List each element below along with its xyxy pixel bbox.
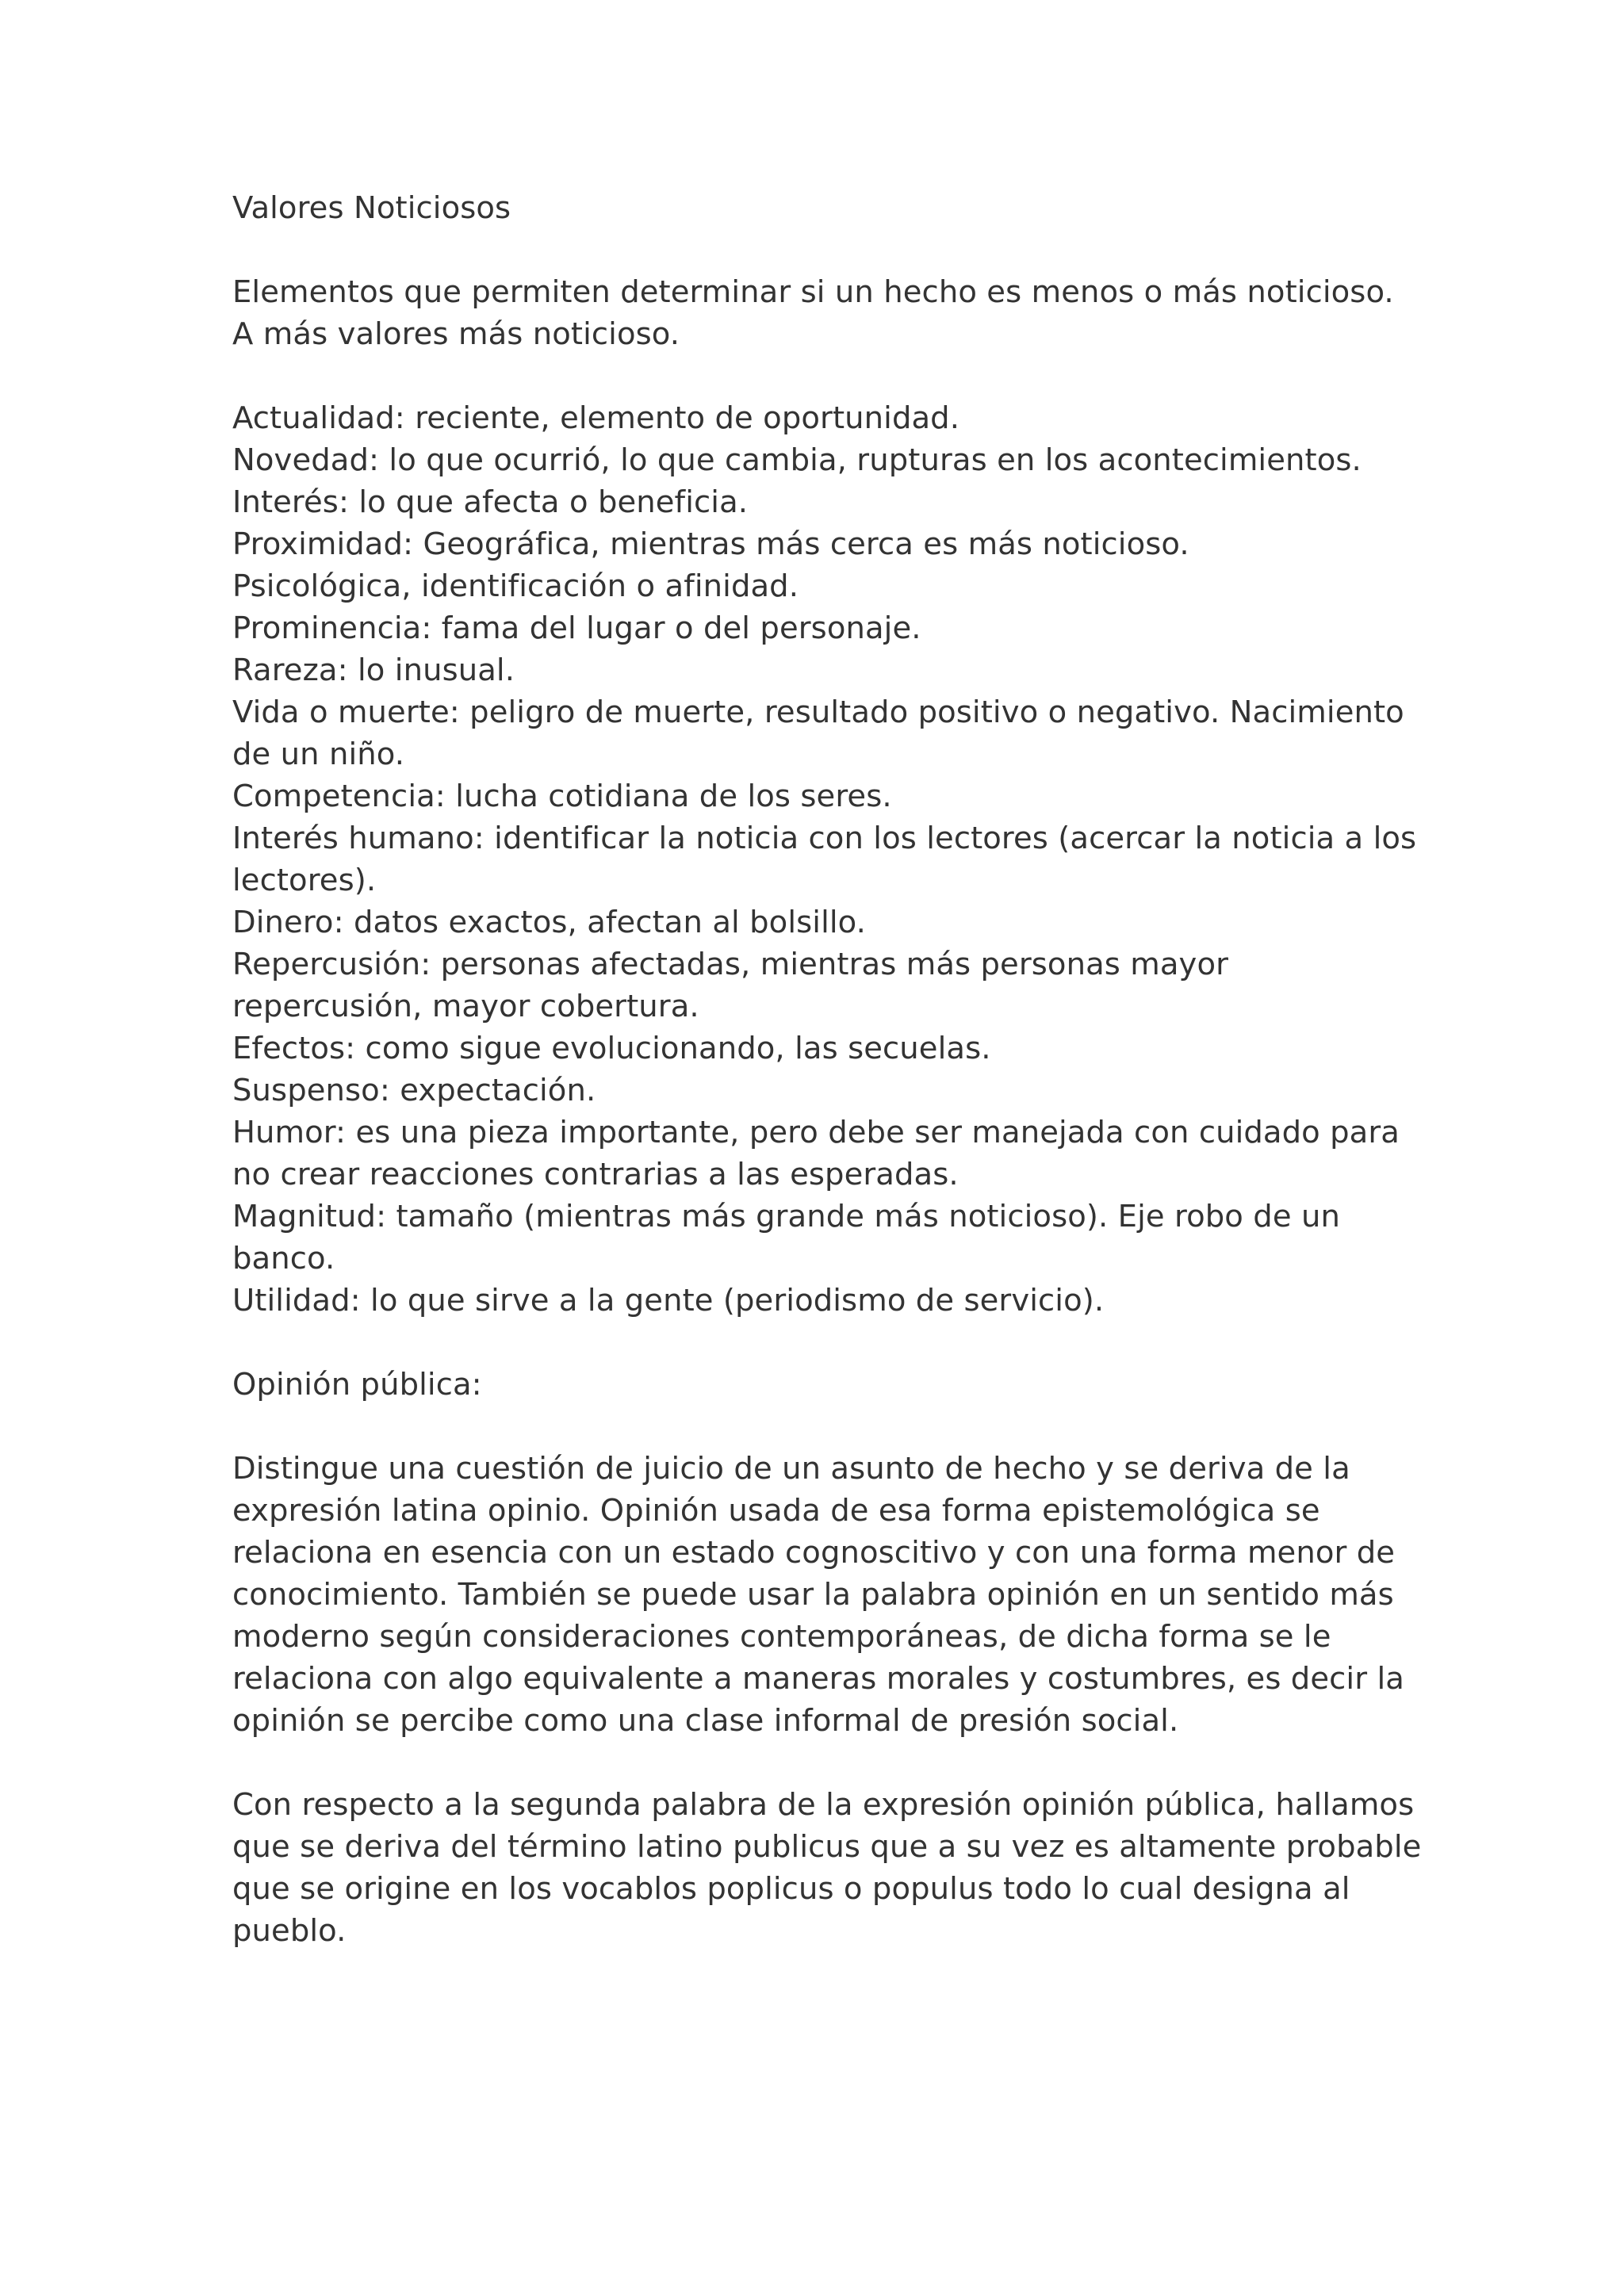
opinion-paragraph: Distingue una cuestión de juicio de un asunto de hecho y se deriva de la expresión latina opinio. Opinión usada de esa forma epistemológica se relaciona en esencia con un estado cognoscitivo y con una forma menor de conocimiento. También se puede usar la palabra opinión en un sentido más moderno según consideraciones contemporáneas, de dicha forma se le relaciona con algo equivalente a maneras morales y costumbres, es decir la opinión se percibe como una clase informal de presión social. (232, 1451, 1404, 1739)
list-item: Efectos: como sigue evolucionando, las secuelas. (232, 1031, 991, 1066)
list-item: Rareza: lo inusual. (232, 652, 515, 688)
list-item: Interés humano: identificar la noticia con los lectores (acercar la noticia a los lectores). (232, 821, 1417, 898)
document-title: Valores Noticiosos (232, 190, 511, 226)
list-item: Repercusión: personas afectadas, mientras más personas mayor repercusión, mayor cobertura. (232, 947, 1229, 1024)
intro-paragraph: Elementos que permiten determinar si un hecho es menos o más noticioso. A más valores más noticioso. (232, 274, 1394, 352)
list-item: Utilidad: lo que sirve a la gente (periodismo de servicio). (232, 1283, 1105, 1318)
list-item: Psicológica, identificación o afinidad. (232, 568, 799, 604)
section-heading: Opinión pública: (232, 1367, 482, 1402)
list-item: Actualidad: reciente, elemento de oportunidad. (232, 400, 960, 436)
list-item: Prominencia: fama del lugar o del personaje. (232, 610, 921, 646)
list-item: Suspenso: expectación. (232, 1073, 596, 1108)
list-item: Interés: lo que afecta o beneficia. (232, 484, 749, 520)
list-item: Magnitud: tamaño (mientras más grande más noticioso). Eje robo de un banco. (232, 1199, 1340, 1276)
list-item: Competencia: lucha cotidiana de los seres. (232, 779, 892, 814)
news-values-list (232, 397, 1422, 1322)
list-item: Novedad: lo que ocurrió, lo que cambia, rupturas en los acontecimientos. (232, 442, 1362, 478)
list-item: Proximidad: Geográfica, mientras más cerca es más noticioso. (232, 526, 1189, 562)
list-item: Dinero: datos exactos, afectan al bolsillo. (232, 905, 867, 940)
list-item: Humor: es una pieza importante, pero debe ser manejada con cuidado para no crear reacciones contrarias a las esperadas. (232, 1115, 1400, 1192)
list-item: Vida o muerte: peligro de muerte, resultado positivo o negativo. Nacimiento de un niño. (232, 695, 1404, 772)
document-body (232, 187, 1422, 1994)
public-paragraph: Con respecto a la segunda palabra de la expresión opinión pública, hallamos que se deriva del término latino publicus que a su vez es altamente probable que se origine en los vocablos poplicus o populus todo lo cual designa al pueblo. (232, 1787, 1422, 1949)
